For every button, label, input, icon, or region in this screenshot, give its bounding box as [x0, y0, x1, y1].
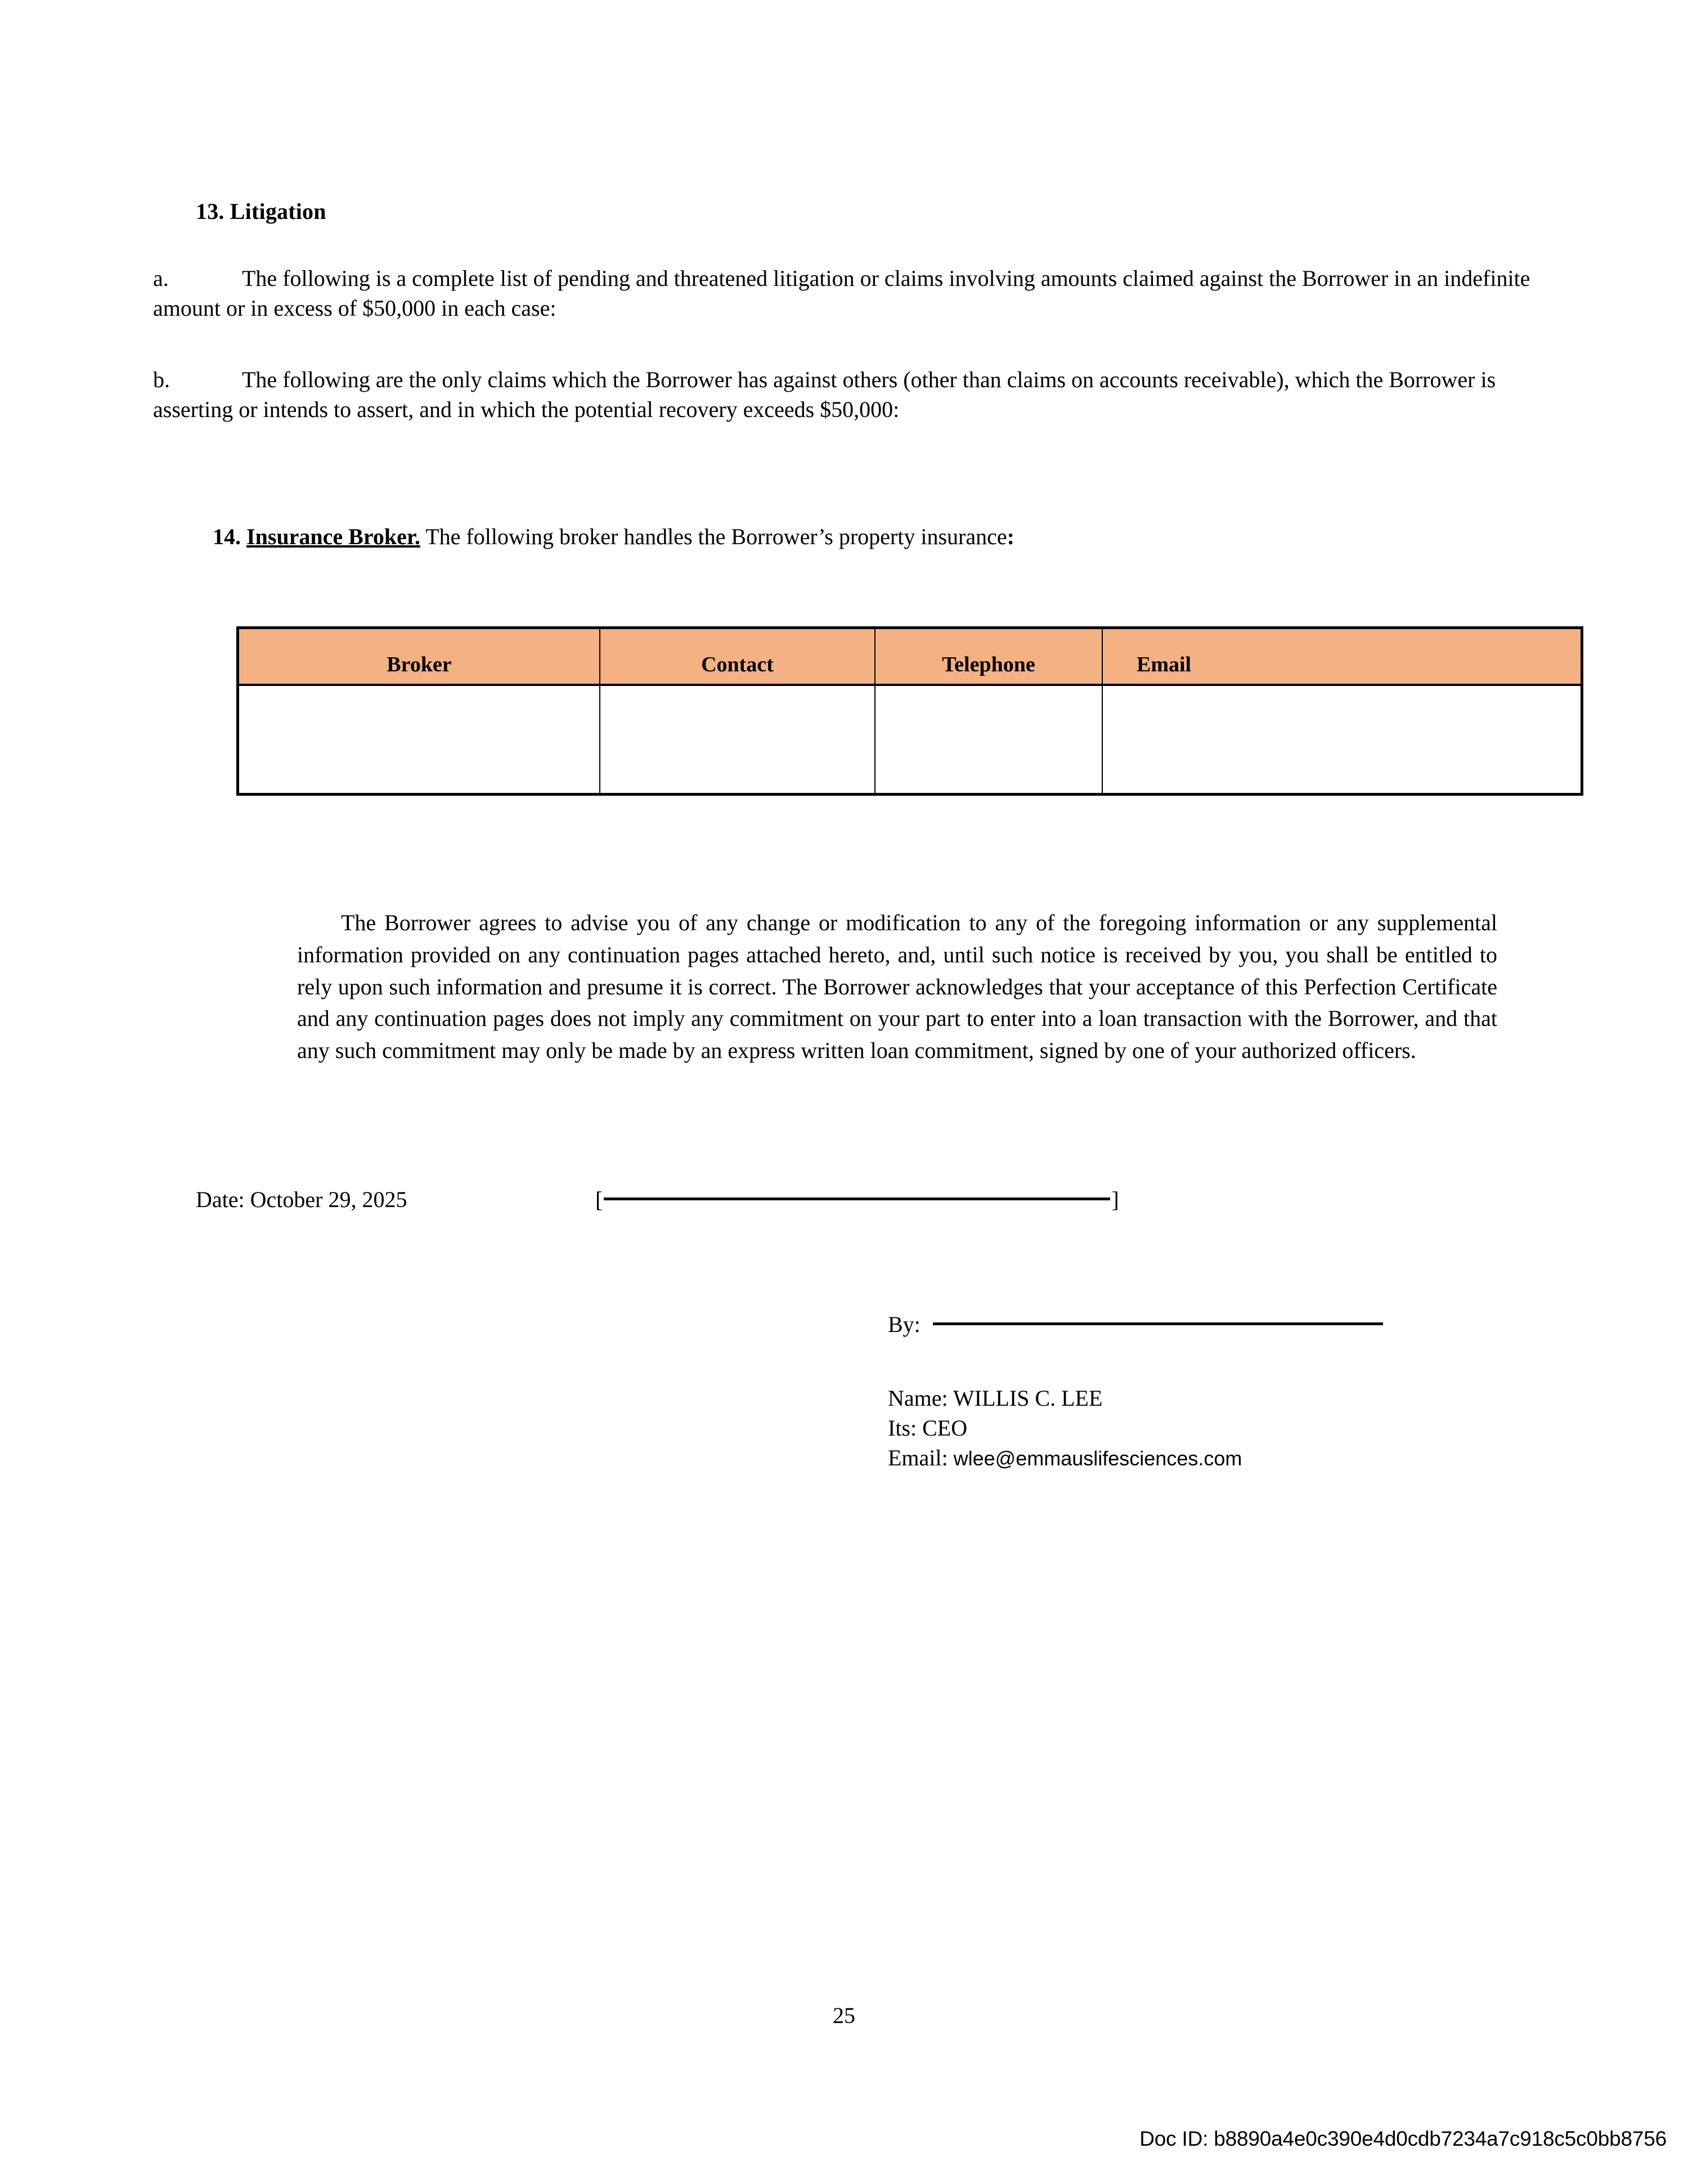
cell-broker[interactable] [238, 685, 600, 795]
acknowledgement-paragraph [297, 907, 1497, 1067]
cell-email[interactable] [1102, 685, 1582, 795]
doc-id-stamp: Doc ID: b8890a4e0c390e4d0cdb7234a7c918c5c0bb8756 [1139, 2127, 1667, 2150]
by-label: By: [888, 1312, 921, 1337]
bracket-open: [ [595, 1187, 603, 1212]
signatory-details [888, 1383, 1242, 1473]
column-header-telephone: Telephone [875, 628, 1102, 685]
signature-rule[interactable] [933, 1322, 1383, 1325]
bracket-close: ] [1111, 1187, 1119, 1212]
section-14-lead-in: The following broker handles the Borrower’s property insurance [425, 524, 1007, 549]
signatory-email-row [888, 1443, 1242, 1473]
signatory-email-value[interactable]: wlee@emmauslifesciences.com [953, 1447, 1242, 1470]
section-13-item-b-label: b. [153, 367, 170, 392]
section-14-heading [213, 523, 1563, 550]
column-header-broker: Broker [238, 628, 600, 685]
section-13-item-a [153, 263, 1554, 323]
section-13-item-a-text: The following is a complete list of pending and threatened litigation or claims involving amounts claimed against the Borrower in an indefinite amount or in excess of $50,000 in each case: [153, 266, 1530, 321]
signatory-title: Its: CEO [888, 1415, 968, 1441]
table-header-row [238, 628, 1582, 685]
cell-telephone[interactable] [875, 685, 1102, 795]
insurance-broker-table [236, 626, 1583, 796]
section-13-heading: 13. Litigation [196, 199, 326, 224]
section-14-colon: : [1007, 524, 1014, 549]
date-line: Date: October 29, 2025 [196, 1187, 407, 1212]
column-header-email: Email [1102, 628, 1582, 685]
signature-by-row[interactable] [888, 1311, 1383, 1338]
cell-contact[interactable] [600, 685, 875, 795]
entity-name-rule[interactable] [604, 1198, 1110, 1200]
signatory-name: Name: WILLIS C. LEE [888, 1385, 1103, 1411]
signatory-email-label: Email: [888, 1445, 948, 1471]
table-row [238, 685, 1582, 795]
entity-name-blank[interactable] [595, 1186, 1119, 1213]
section-13-item-a-label: a. [153, 266, 169, 291]
column-header-contact: Contact [600, 628, 875, 685]
section-14-number: 14. [213, 524, 241, 549]
acknowledgement-text: The Borrower agrees to advise you of any change or modification to any of the foregoing information or any supplemental information provided on any continuation pages attached hereto, and, until such notice is received by you, you shall be entitled to rely upon such information and presume it is correct. The Borrower acknowledges that your acceptance of this Perfection Certificate and any continuation pages does not imply any commitment on your part to enter into a loan transaction with the Borrower, and that any such commitment may only be made by an express written loan commitment, signed by one of your authorized officers. [297, 910, 1497, 1064]
section-13-item-b-text: The following are the only claims which the Borrower has against others (other than claims on accounts receivable), which the Borrower is asserting or intends to assert, and in which the potential recovery exceeds $50,000: [153, 367, 1496, 423]
page-number: 25 [833, 2003, 855, 2028]
section-13-item-b [153, 365, 1560, 424]
section-14-title: Insurance Broker. [246, 524, 420, 549]
